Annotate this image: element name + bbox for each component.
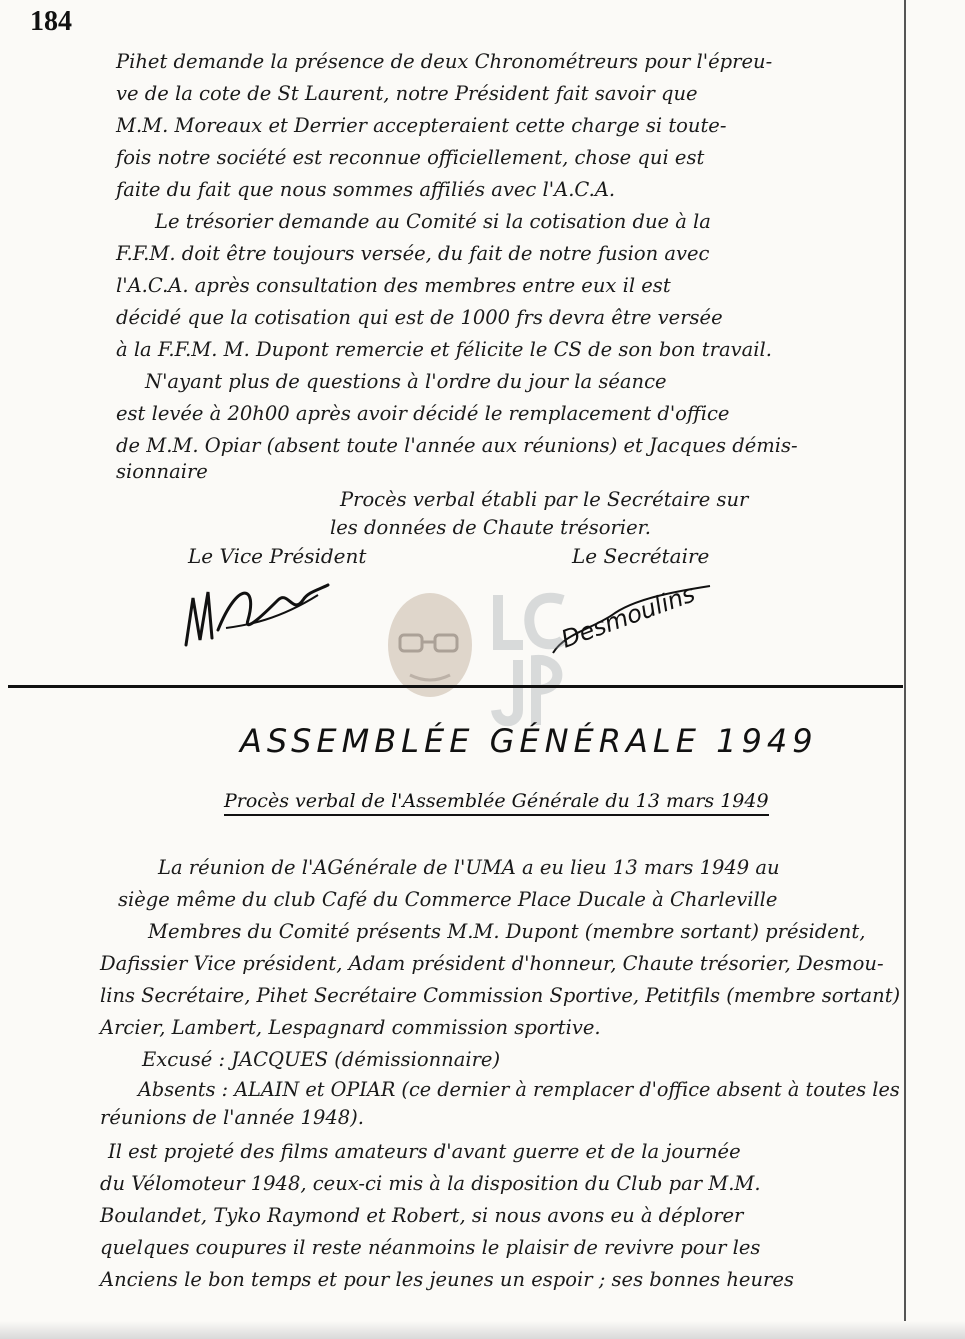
text-line: F.F.M. doit être toujours versée, du fait de notre fusion avec — [116, 242, 710, 265]
text-line: décidé que la cotisation qui est de 1000 frs devra être versée — [116, 306, 723, 329]
text-line: ve de la cote de St Laurent, notre Président fait savoir que — [116, 82, 698, 105]
text-line: sionnaire — [116, 460, 208, 483]
club-watermark-logo — [488, 590, 568, 730]
text-line: M.M. Moreaux et Derrier accepteraient cette charge si toute- — [116, 114, 727, 137]
margin-line — [904, 0, 906, 1339]
text-line: faite du fait que nous sommes affiliés avec l'A.C.A. — [116, 178, 616, 201]
text-line: Il est projeté des films amateurs d'avant guerre et de la journée — [108, 1140, 741, 1163]
text-line: N'ayant plus de questions à l'ordre du jour la séance — [145, 370, 667, 393]
text-line: Pihet demande la présence de deux Chronométreurs pour l'épreu- — [116, 50, 773, 73]
faded-portrait-photo — [375, 590, 485, 710]
assembly-title: ASSEMBLÉE GÉNÉRALE 1949 — [240, 722, 818, 760]
text-line: La réunion de l'AGénérale de l'UMA a eu lieu 13 mars 1949 au — [158, 856, 780, 879]
text-line: Boulandet, Tyko Raymond et Robert, si nous avons eu à déplorer — [100, 1204, 744, 1227]
text-line: Anciens le bon temps et pour les jeunes un espoir ; ses bonnes heures — [100, 1268, 794, 1291]
page-edge-shadow — [0, 1321, 965, 1339]
text-line: réunions de l'année 1948). — [100, 1106, 364, 1129]
text-line: Dafissier Vice président, Adam président d'honneur, Chaute trésorier, Desmou- — [100, 952, 884, 975]
president-signature — [178, 570, 338, 655]
section-divider — [8, 685, 903, 688]
text-line: lins Secrétaire, Pihet Secrétaire Commission Sportive, Petitfils (membre sortant) — [100, 984, 901, 1007]
text-line: Le trésorier demande au Comité si la cotisation due à la — [155, 210, 711, 233]
text-line: l'A.C.A. après consultation des membres entre eux il est — [116, 274, 671, 297]
secretary-signature — [545, 578, 725, 663]
text-line: du Vélomoteur 1948, ceux-ci mis à la disposition du Club par M.M. — [100, 1172, 761, 1195]
assembly-subtitle: Procès verbal de l'Assemblée Générale du 13 mars 1949 — [224, 790, 769, 816]
text-line: fois notre société est reconnue officiellement, chose qui est — [116, 146, 705, 169]
page-number: 184 — [30, 6, 72, 37]
secretary-label: Le Secrétaire — [572, 544, 710, 568]
text-line: quelques coupures il reste néanmoins le plaisir de revivre pour les — [100, 1236, 761, 1259]
closing-line: Procès verbal établi par le Secrétaire sur — [340, 488, 749, 511]
text-line: de M.M. Opiar (absent toute l'année aux réunions) et Jacques démis- — [116, 434, 798, 457]
text-line: Membres du Comité présents M.M. Dupont (membre sortant) président, — [148, 920, 866, 943]
president-label: Le Vice Président — [188, 544, 367, 568]
closing-line: les données de Chaute trésorier. — [330, 516, 651, 539]
text-line: à la F.F.M. M. Dupont remercie et félicite le CS de son bon travail. — [116, 338, 772, 361]
secretary-signature-name: Desmoulins — [557, 579, 699, 654]
text-line: Excusé : JACQUES (démissionnaire) — [142, 1048, 501, 1071]
text-line: est levée à 20h00 après avoir décidé le remplacement d'office — [116, 402, 730, 425]
text-line: Arcier, Lambert, Lespagnard commission sportive. — [100, 1016, 601, 1039]
text-line: Absents : ALAIN et OPIAR (ce dernier à remplacer d'office absent à toutes les — [138, 1078, 900, 1101]
text-line: siège même du club Café du Commerce Place Ducale à Charleville — [118, 888, 778, 911]
